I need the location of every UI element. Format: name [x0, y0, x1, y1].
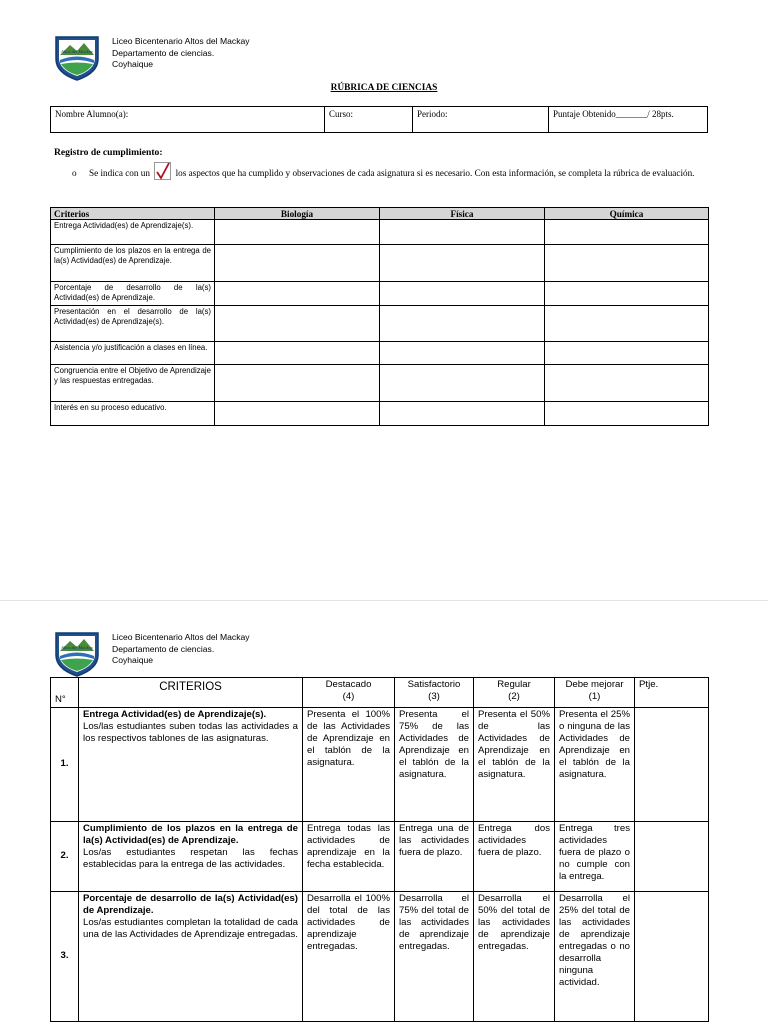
student-info-table	[50, 106, 708, 133]
score-cell[interactable]	[635, 822, 709, 892]
criterion-cell	[79, 892, 303, 1022]
criterion-cell	[79, 708, 303, 822]
row-number: 2.	[51, 822, 79, 892]
instruction-text-start: Se indica con un	[89, 168, 150, 178]
fisica-cell[interactable]	[380, 282, 545, 306]
school-department: Departamento de ciencias.	[112, 643, 215, 654]
fisica-cell[interactable]	[380, 365, 545, 402]
level-debe-mejorar: Desarrolla el 25% del total de las actividades de aprendizaje entregadas o no desarrolla ninguna actividad.	[555, 892, 635, 1022]
logo-text: Altos del Mackay	[61, 645, 93, 650]
table-row	[51, 402, 709, 426]
school-logo	[52, 33, 102, 81]
level-debe-mejorar: Presenta el 25% o ninguna de las Actividades de Aprendizaje en el tablón de la asignatura.	[555, 708, 635, 822]
criterion-description: Los/las estudiantes suben todas las actividades a los respectivos tablones de las asignaturas.	[83, 721, 298, 744]
criterion-label: Entrega Actividad(es) de Aprendizaje(s).	[51, 220, 215, 245]
criterion-name: Cumplimiento de los plazos en la entrega de la(s) Actividad(es) de Aprendizaje.	[83, 823, 298, 846]
level-debe-mejorar: Entrega tres actividades fuera de plazo o no cumple con la entrega.	[555, 822, 635, 892]
level-destacado: Desarrolla el 100% del total de las actividades de aprendizaje entregadas.	[303, 892, 395, 1022]
criterion-label: Congruencia entre el Objetivo de Aprendizaje y las respuestas entregadas.	[51, 365, 215, 402]
header-satisfactorio: Satisfactorio (3)	[395, 678, 474, 708]
school-city: Coyhaique	[112, 59, 154, 69]
level-satisfactorio: Desarrolla el 75% del total de las actividades de aprendizaje entregadas.	[395, 892, 474, 1022]
table-row	[51, 220, 709, 245]
period-field[interactable]: Periodo:	[413, 107, 549, 133]
header-debe-mejorar: Debe mejorar (1)	[555, 678, 635, 708]
table-row	[51, 708, 709, 822]
rubric-table	[50, 677, 709, 1022]
biologia-cell[interactable]	[215, 402, 380, 426]
school-name: Liceo Bicentenario Altos del Mackay	[112, 632, 250, 642]
school-info	[112, 632, 250, 667]
table-row	[51, 892, 709, 1022]
quimica-cell[interactable]	[545, 306, 709, 342]
checkmark-icon	[154, 162, 171, 180]
quimica-cell[interactable]	[545, 282, 709, 306]
header-num: N°	[51, 678, 79, 708]
school-info	[112, 36, 250, 71]
student-name-field[interactable]: Nombre Alumno(a):	[51, 107, 325, 133]
score-cell[interactable]	[635, 708, 709, 822]
school-name: Liceo Bicentenario Altos del Mackay	[112, 36, 250, 46]
header-quimica: Química	[545, 208, 709, 220]
quimica-cell[interactable]	[545, 245, 709, 282]
fisica-cell[interactable]	[380, 245, 545, 282]
table-row	[51, 342, 709, 365]
quimica-cell[interactable]	[545, 365, 709, 402]
header-regular: Regular (2)	[474, 678, 555, 708]
compliance-header-row	[51, 208, 709, 220]
criterion-cell	[79, 822, 303, 892]
page-title: RÚBRICA DE CIENCIAS	[330, 83, 438, 93]
school-logo	[52, 629, 102, 677]
criterion-name: Entrega Actividad(es) de Aprendizaje(s).	[83, 709, 267, 720]
level-regular: Entrega dos actividades fuera de plazo.	[474, 822, 555, 892]
table-row	[51, 306, 709, 342]
criterion-label: Interés en su proceso educativo.	[51, 402, 215, 426]
registro-title: Registro de cumplimiento:	[54, 147, 163, 158]
biologia-cell[interactable]	[215, 365, 380, 402]
logo-text: Altos del Mackay	[61, 49, 93, 54]
table-row	[51, 282, 709, 306]
compliance-table	[50, 207, 709, 426]
school-city: Coyhaique	[112, 655, 154, 665]
school-department: Departamento de ciencias.	[112, 47, 215, 58]
instruction-text-end: los aspectos que ha cumplido y observaciones de cada asignatura si es necesario. Con esta información, se completa la rúbrica de evaluación.	[175, 168, 695, 178]
fisica-cell[interactable]	[380, 342, 545, 365]
document-page-2	[0, 600, 768, 1024]
level-satisfactorio: Presenta el 75% de las Actividades de Aprendizaje en el tablón de la asignatura.	[395, 708, 474, 822]
criterion-label: Cumplimiento de los plazos en la entrega de la(s) Actividad(es) de Aprendizaje.	[51, 245, 215, 282]
biologia-cell[interactable]	[215, 245, 380, 282]
bullet-marker: o	[72, 168, 77, 178]
level-regular: Desarrolla el 50% del total de las actividades de aprendizaje entregadas.	[474, 892, 555, 1022]
quimica-cell[interactable]	[545, 220, 709, 245]
score-cell[interactable]	[635, 892, 709, 1022]
school-header	[52, 33, 250, 81]
table-row	[51, 365, 709, 402]
biologia-cell[interactable]	[215, 220, 380, 245]
row-number: 1.	[51, 708, 79, 822]
criterion-description: Los/as estudiantes completan la totalidad de cada una de las Actividades de Aprendizaje entregadas.	[83, 917, 298, 940]
fisica-cell[interactable]	[380, 220, 545, 245]
score-field[interactable]: Puntaje Obtenido_______/ 28pts.	[549, 107, 708, 133]
header-biologia: Biología	[215, 208, 380, 220]
rubric-header-row	[51, 678, 709, 708]
criterion-name: Porcentaje de desarrollo de la(s) Actividad(es) de Aprendizaje.	[83, 893, 298, 916]
table-row	[51, 822, 709, 892]
criterion-label: Presentación en el desarrollo de la(s) Actividad(es) de Aprendizaje(s).	[51, 306, 215, 342]
header-ptje: Ptje.	[635, 678, 709, 708]
header-criterios: Criterios	[51, 208, 215, 220]
registro-instructions	[72, 162, 712, 180]
level-regular: Presenta el 50% de las Actividades de Aprendizaje en el tablón de la asignatura.	[474, 708, 555, 822]
school-header	[52, 629, 250, 677]
row-number: 3.	[51, 892, 79, 1022]
course-field[interactable]: Curso:	[325, 107, 413, 133]
header-criterios: CRITERIOS	[79, 678, 303, 708]
level-destacado: Presenta el 100% de las Actividades de Aprendizaje en el tablón de la asignatura.	[303, 708, 395, 822]
biologia-cell[interactable]	[215, 342, 380, 365]
fisica-cell[interactable]	[380, 402, 545, 426]
criterion-label: Porcentaje de desarrollo de la(s) Actividad(es) de Aprendizaje.	[51, 282, 215, 306]
level-satisfactorio: Entrega una de las actividades fuera de plazo.	[395, 822, 474, 892]
quimica-cell[interactable]	[545, 402, 709, 426]
table-row	[51, 245, 709, 282]
quimica-cell[interactable]	[545, 342, 709, 365]
fisica-cell[interactable]	[380, 306, 545, 342]
biologia-cell[interactable]	[215, 306, 380, 342]
header-destacado: Destacado (4)	[303, 678, 395, 708]
level-destacado: Entrega todas las actividades de aprendizaje en la fecha establecida.	[303, 822, 395, 892]
biologia-cell[interactable]	[215, 282, 380, 306]
criterion-label: Asistencia y/o justificación a clases en línea.	[51, 342, 215, 365]
criterion-description: Los/as estudiantes respetan las fechas establecidas para la entrega de las actividades.	[83, 847, 298, 870]
header-fisica: Física	[380, 208, 545, 220]
